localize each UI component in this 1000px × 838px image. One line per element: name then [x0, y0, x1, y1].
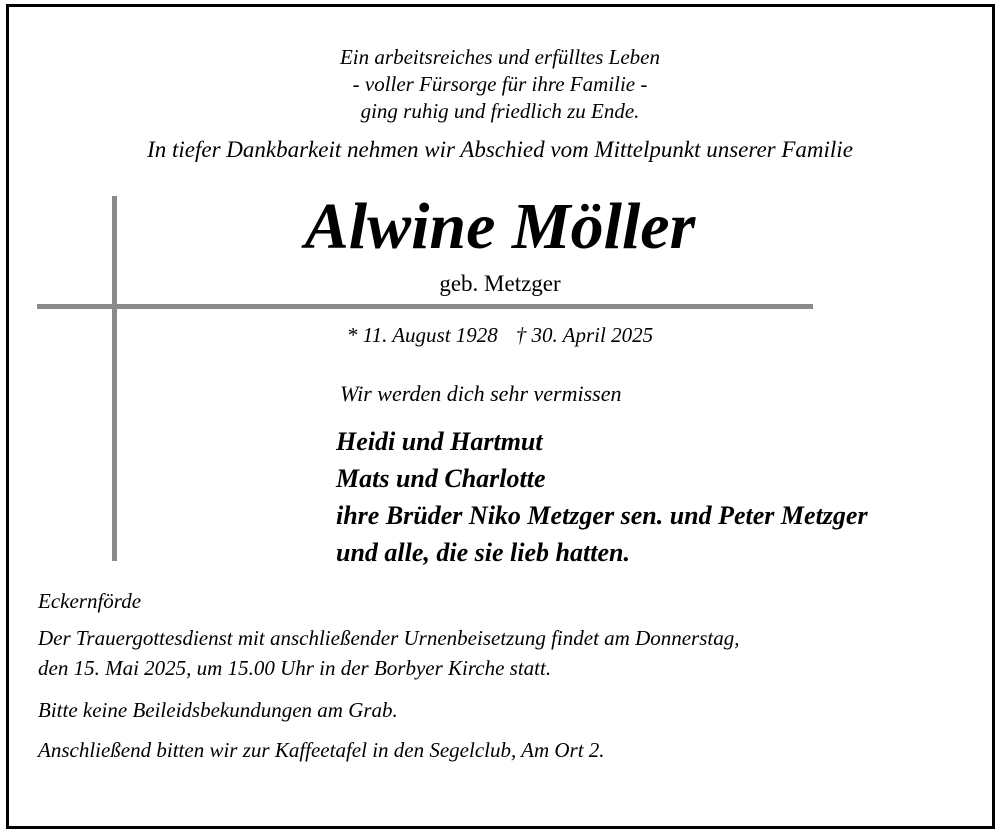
- service-line-2: den 15. Mai 2025, um 15.00 Uhr in der Borbyer Kirche statt.: [38, 656, 552, 680]
- mourners-intro: Wir werden dich sehr vermissen: [340, 381, 622, 406]
- intro-line-1: Ein arbeitsreiches und erfülltes Leben: [339, 45, 660, 69]
- condolences-note: Bitte keine Beileidsbekundungen am Grab.: [38, 698, 398, 722]
- place: Eckernförde: [38, 589, 142, 613]
- life-dates: [0, 323, 1000, 348]
- deceased-name: Alwine Möller: [304, 190, 696, 263]
- mourner-line: Mats und Charlotte: [336, 464, 546, 493]
- birth-date: * 11. August 1928: [346, 323, 498, 347]
- intro-line-2: - voller Fürsorge für ihre Familie -: [352, 72, 648, 96]
- cross-horizontal-beam: [37, 304, 813, 309]
- birth-name: geb. Metzger: [439, 271, 561, 296]
- mourner-line: Heidi und Hartmut: [336, 427, 543, 456]
- mourner-line: ihre Brüder Niko Metzger sen. und Peter Metzger: [336, 501, 868, 530]
- death-date: † 30. April 2025: [515, 323, 654, 347]
- mourner-line: und alle, die sie lieb hatten.: [336, 538, 630, 567]
- service-line-1: Der Trauergottesdienst mit anschließender Urnenbeisetzung findet am Donnerstag,: [38, 626, 740, 650]
- intro-line-3: ging ruhig und friedlich zu Ende.: [360, 99, 640, 123]
- reception-note: Anschließend bitten wir zur Kaffeetafel in den Segelclub, Am Ort 2.: [38, 738, 605, 762]
- tribute-line: In tiefer Dankbarkeit nehmen wir Abschied vom Mittelpunkt unserer Familie: [147, 137, 853, 162]
